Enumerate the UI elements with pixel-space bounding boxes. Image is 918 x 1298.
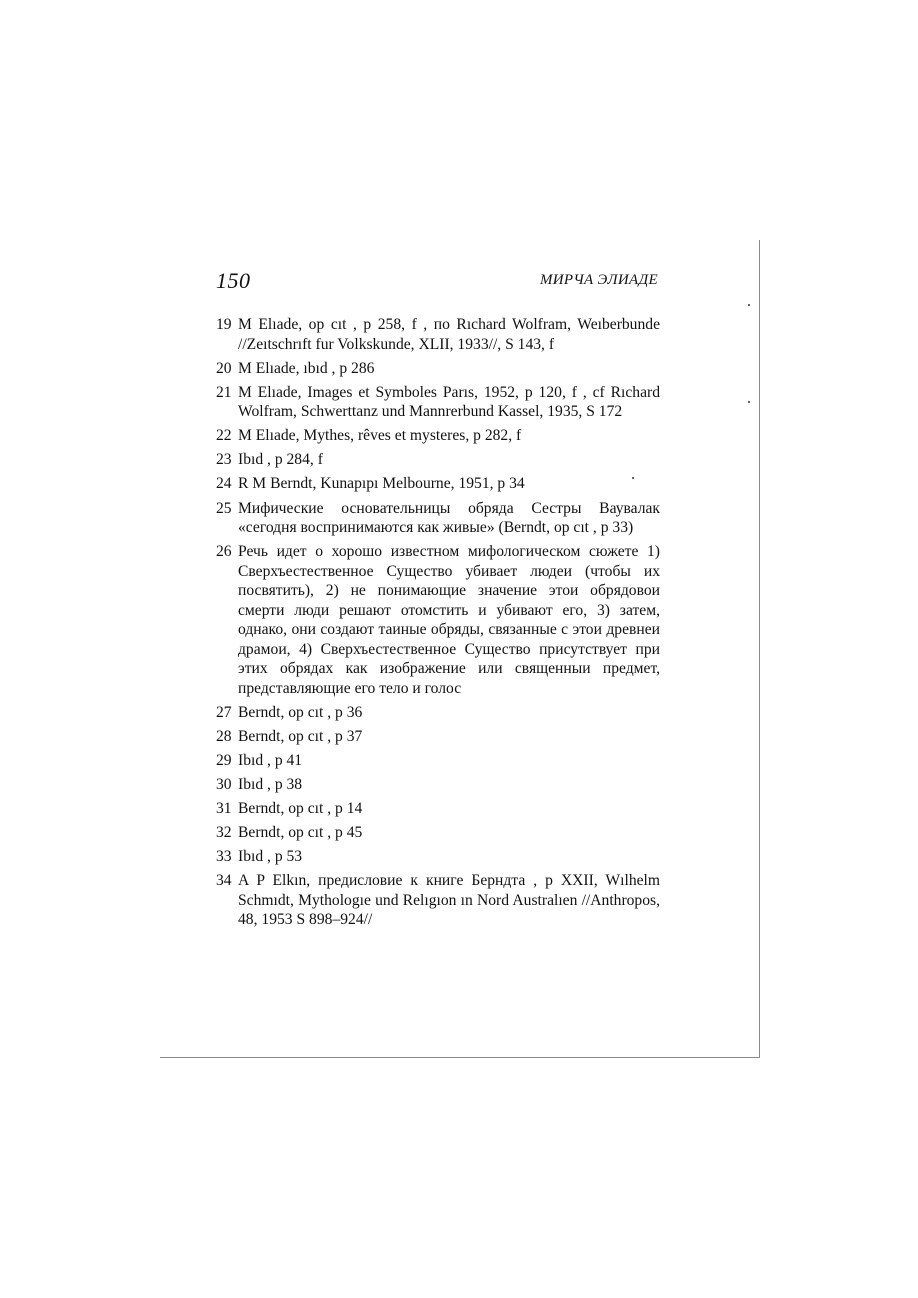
endnote-text: Berndt, op cıt , p 45 [238, 824, 363, 842]
endnote [216, 823, 660, 843]
endnote-text: Мифические основательницы обряда Сестры Ваувалак «сегодня воспринимаются как живые» (Berndt, op cıt , p 33) [238, 499, 660, 537]
endnote [216, 474, 660, 494]
endnote [216, 426, 660, 446]
endnote-text: M Elıade, Images et Symboles Parıs, 1952, p 120, f , cf Rıchard Wolfram, Schwerttanz und Mannrerbund Kassel, 1935, S 172 [238, 383, 660, 421]
endnote-number: 34 [216, 872, 232, 890]
endnote [216, 315, 660, 354]
endnote-number: 19 [216, 316, 232, 333]
endnote [216, 542, 660, 698]
endnote-text: Ibıd , p 284, f [238, 451, 323, 469]
endnote [216, 727, 660, 747]
endnote [216, 871, 660, 930]
endnote-text: Ibıd , p 38 [238, 776, 303, 794]
endnote-number: 32 [216, 824, 232, 842]
endnote-number: 30 [216, 776, 232, 794]
endnote-number: 25 [216, 499, 232, 517]
endnote [216, 359, 660, 379]
endnote-text: M Elıade, Mythes, rêves et mysteres, p 282, f [238, 427, 522, 445]
endnote-text: Berndt, op cıt , p 36 [238, 703, 363, 721]
endnote [216, 751, 660, 771]
endnote-number: 24 [216, 475, 232, 493]
page-edge-bottom [160, 1057, 760, 1058]
endnote-number: 23 [216, 451, 232, 469]
running-head: МИРЧА ЭЛИАДЕ [539, 272, 658, 288]
endnote-text: Ibıd , p 53 [238, 848, 303, 866]
endnote-text: Речь идет о хорошо известном мифологическом сюжете 1) Сверхъестественное Существо убивает людеи (чтобы их посвятить), 2) не понимающие значение этои обрядовои смерти люди решают отомстить и убивают его, 3) затем, однако, они создают таиные обряды, связанные с этои древнеи драмои, 4) Сверхъестественное Существо присутствует при этих обрядах как изображение или священныи предмет, представляющие его тело и голос [238, 543, 660, 697]
endnotes-list [216, 315, 660, 935]
endnote-text: Ibıd , p 41 [238, 751, 303, 769]
endnote [216, 450, 660, 470]
endnote-number: 28 [216, 727, 232, 745]
endnote-text: A P Elkın, предисловие к книге Берндта , p XXII, Wılhelm Schmıdt, Mythologıe und Relıgıon ın Nord Australıen //Anthropos, 48, 1953 S 898–924// [238, 872, 660, 929]
scan-speck [748, 401, 750, 403]
endnote-number: 33 [216, 848, 232, 866]
endnote-number: 20 [216, 359, 232, 377]
endnote-text: Berndt, op cıt , p 37 [238, 727, 363, 745]
endnote-text: R M Berndt, Kunapıpı Melbourne, 1951, p 34 [238, 475, 525, 493]
endnote [216, 847, 660, 867]
endnote [216, 775, 660, 795]
scan-speck [748, 304, 750, 306]
endnote-text: Berndt, op cıt , p 14 [238, 800, 363, 818]
page-edge-right [759, 240, 760, 1058]
page-number: 150 [216, 268, 251, 293]
endnote-number: 26 [216, 543, 232, 561]
endnote [216, 799, 660, 819]
endnote-number: 27 [216, 703, 232, 721]
endnote-number: 21 [216, 383, 232, 401]
endnote-text: M Elıade, op cıt , p 258, f , по Rıchard Wolfram, Weıberbunde //Zeıtschrıft fur Volkskunde, XLII, 1933//, S 143, f [238, 316, 660, 353]
endnote [216, 383, 660, 422]
endnote-number: 29 [216, 751, 232, 769]
endnote-number: 22 [216, 427, 232, 445]
endnote [216, 499, 660, 538]
endnote-number: 31 [216, 800, 232, 818]
endnote-text: M Elıade, ıbıd , p 286 [238, 359, 375, 377]
endnote [216, 703, 660, 723]
